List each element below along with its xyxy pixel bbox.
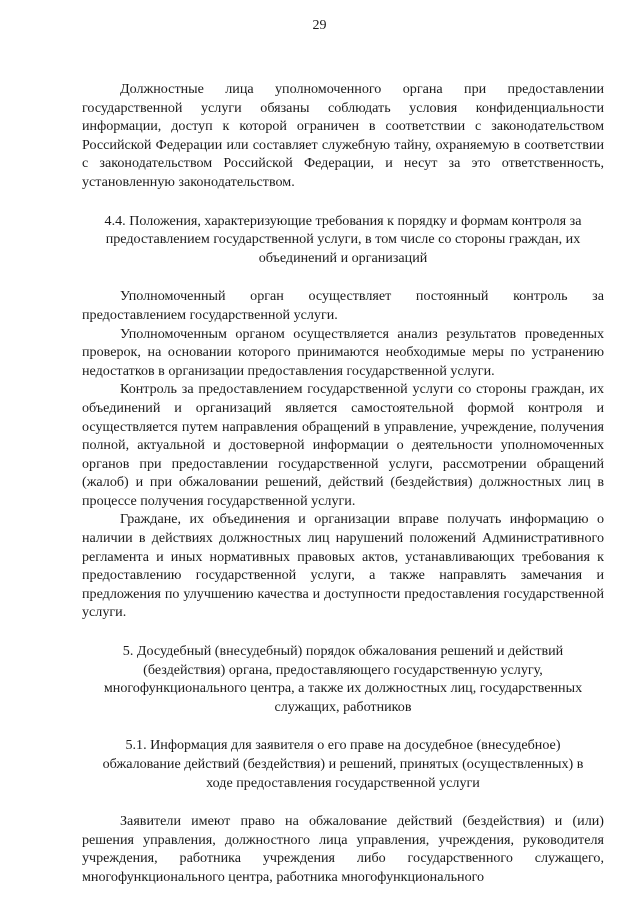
paragraph-citizen-rights: Граждане, их объединения и организации вправе получать информацию о наличии в действиях должностных лиц нарушений положений Административного регламента и иных нормативных правовых актов, устанавливающих требования к предоставлению государственной услуги, а также направлять замечания и предложения по улучшению качества и доступности предоставления государственной услуги. [82,511,604,621]
paragraph-constant-control: Уполномоченный орган осуществляет постоянный контроль за предоставлением государственной услуги. [82,288,604,323]
section-heading-5-1: 5.1. Информация для заявителя о его праве на досудебное (внесудебное) обжалование действий (бездействия) и решений, принятых (осуществленных) в ходе предоставления государственной услуги [102,737,584,791]
paragraph-confidentiality: Должностные лица уполномоченного органа при предоставлении государственной услуги обязаны соблюдать условия конфиденциальности информации, доступ к которой ограничен в соответствии с законодательством Российской Федерации или составляет служебную тайну, охраняемую в соответствии с законодательством Российской Федерации, и несут за это ответственность, установленную законодательством. [82,81,604,190]
paragraph-appeal-right: Заявители имеют право на обжалование действий (бездействия) и (или) решения управления, должностного лица управления, учреждения, руководителя учреждения, работника учреждения либо государственного служащего, многофункционального центра, работника многофункционального [82,813,604,885]
page-number: 29 [312,18,327,33]
page-content [82,80,604,887]
section-heading-5: 5. Досудебный (внесудебный) порядок обжалования решений и действий (бездействия) органа, предоставляющего государственную услугу, многофункционального центра, а также их должностных лиц, государственных служащих, работников [103,643,583,715]
paragraph-analysis-results: Уполномоченным органом осуществляется анализ результатов проведенных проверок, на основании которого принимаются необходимые меры по устранению недостатков в организации предоставления государственной услуги. [82,325,604,379]
section-heading-4-4: 4.4. Положения, характеризующие требования к порядку и формам контроля за предоставлением государственной услуги, в том числе со стороны граждан, их объединений и организаций [104,212,582,266]
paragraph-citizen-control: Контроль за предоставлением государственной услуги со стороны граждан, их объединений и организаций является самостоятельной формой контроля и осуществляется путем направления обращений в управление, учреждение, получения полной, актуальной и достоверной информации о деятельности уполномоченных органов при предоставлении государственной услуги, рассмотрении обращений (жалоб) и при обжаловании решений, действий (бездействия) должностных лиц в процессе получения государственной услуги. [82,381,604,509]
